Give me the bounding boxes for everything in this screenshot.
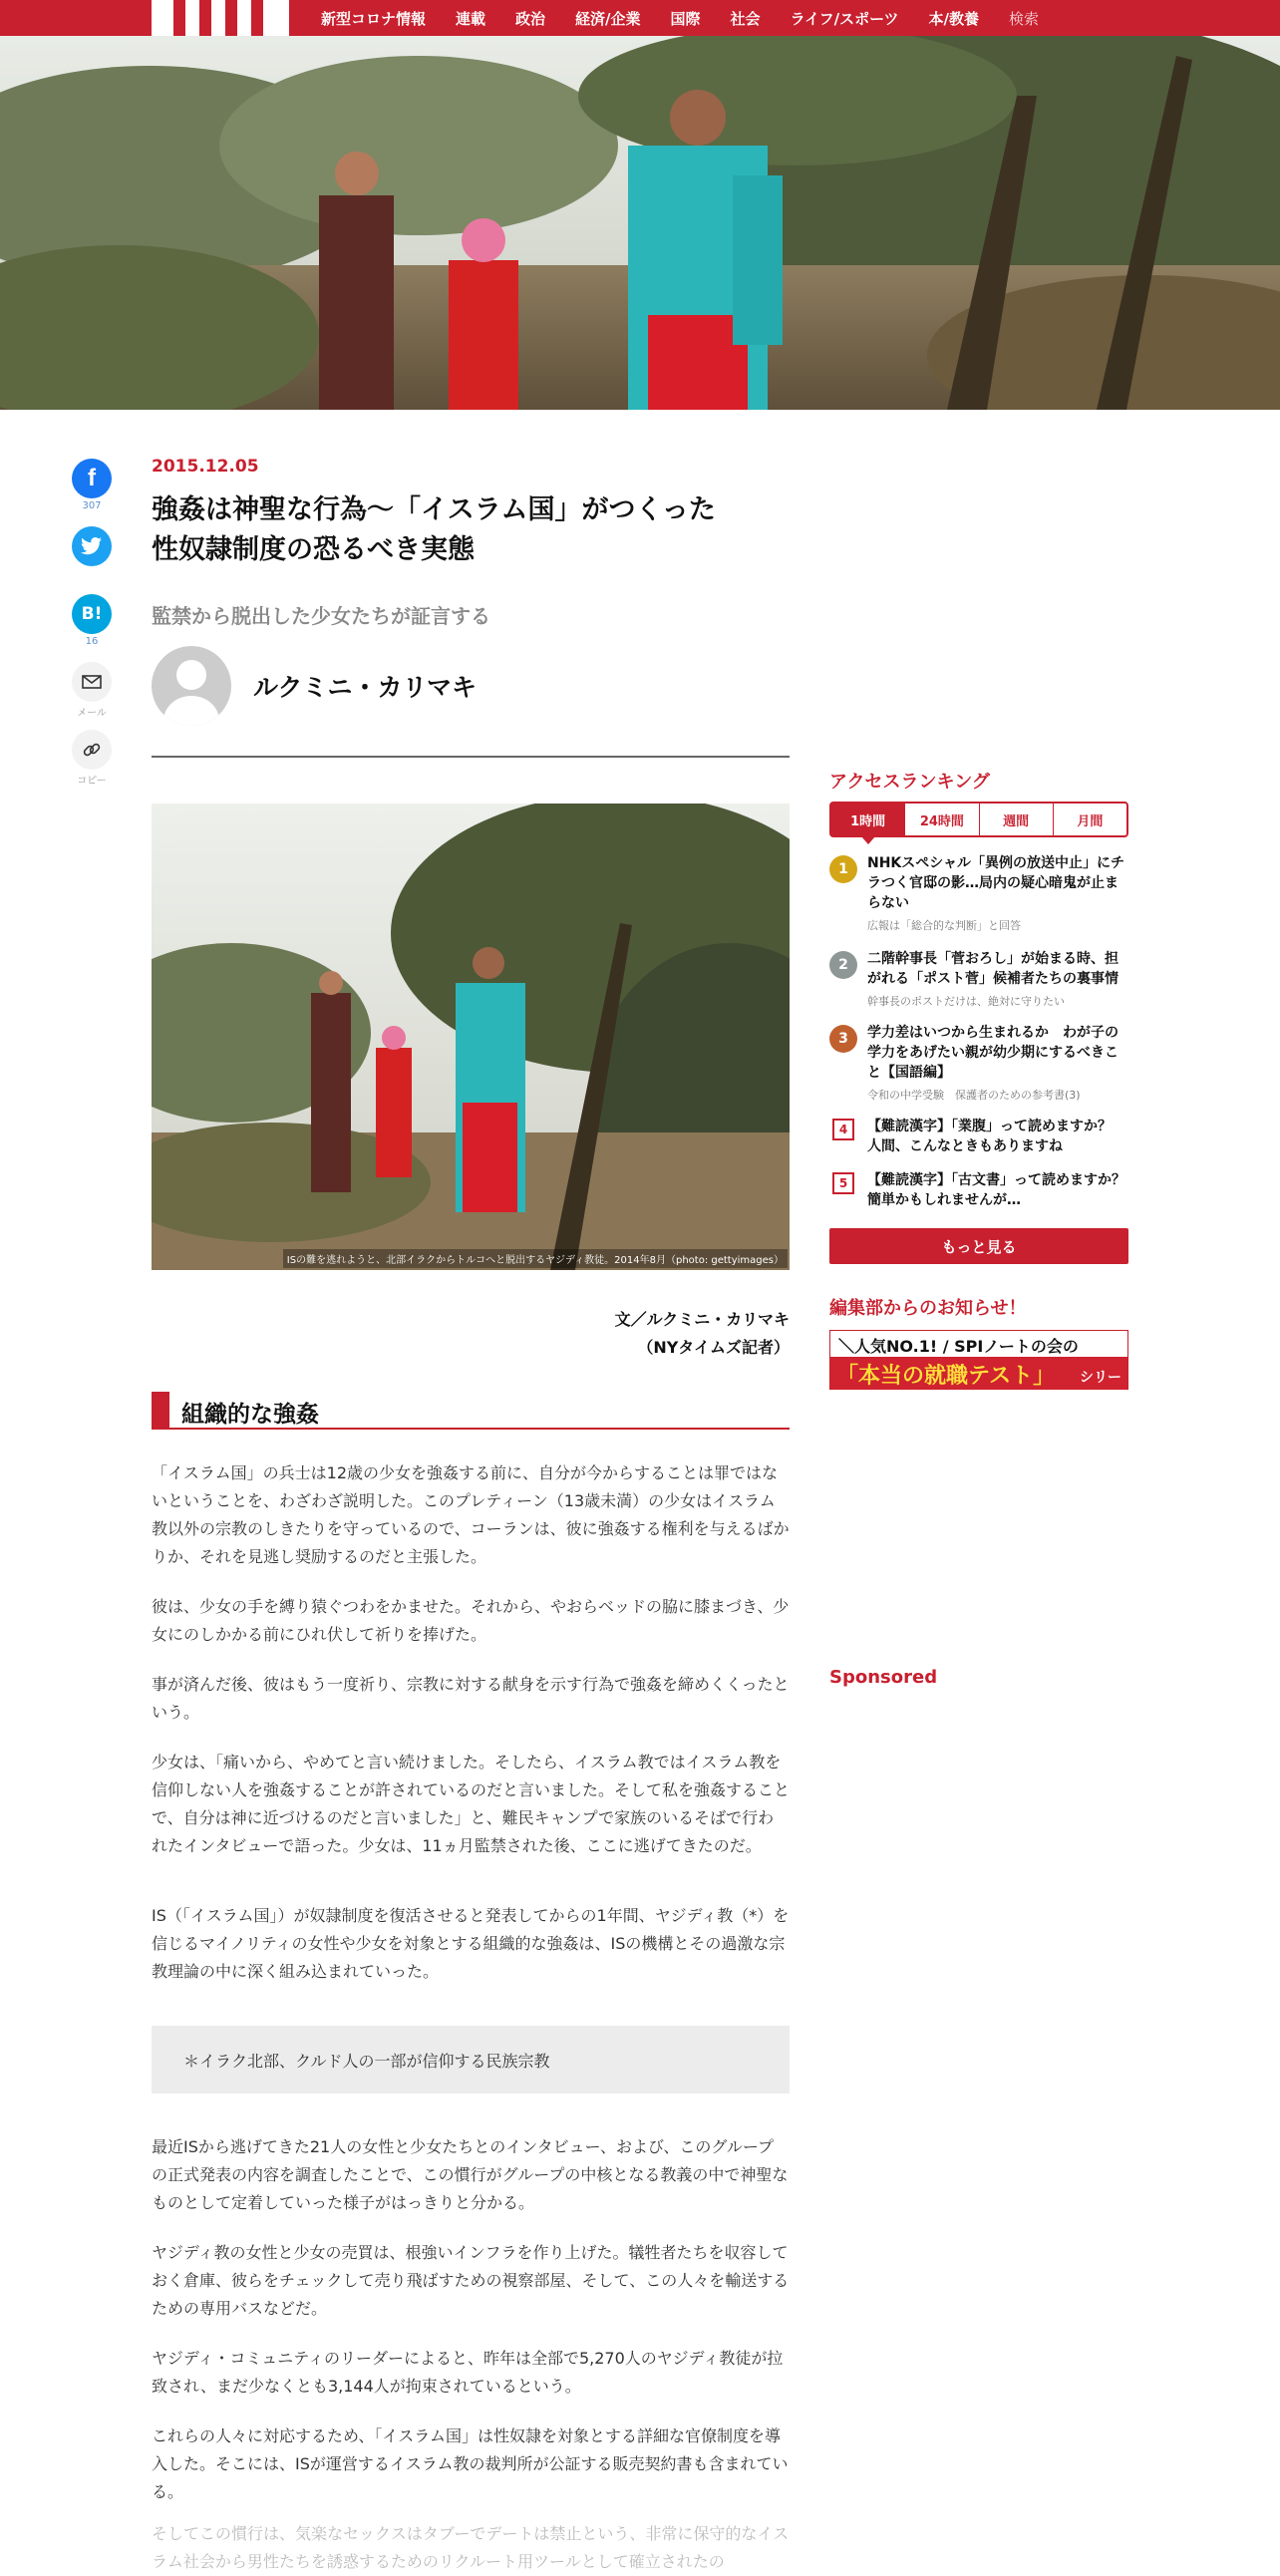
tab-monthly[interactable]: 月間 — [1053, 804, 1126, 835]
ranking-item-title[interactable]: 【難読漢字】「古文書」って読めますか？ 簡単かもしれませんが… — [867, 1172, 1125, 1208]
banner-line-2: 「本当の就職テスト」 — [836, 1364, 1056, 1389]
banner-red-strip — [830, 1357, 1127, 1406]
share-rail — [70, 459, 114, 798]
footnote-box: ＊イラク北部、クルド人の一部が信仰する民族宗教 — [152, 2026, 790, 2093]
ranking-item-subtitle: 広報は「総合的な判断」と回答 — [867, 919, 1021, 932]
nav-menu — [321, 0, 1069, 36]
nav-item-books[interactable]: 本/教養 — [928, 9, 980, 28]
facebook-icon: f — [88, 465, 96, 491]
banner-line-1: ＼人気NO.1! / SPIノートの会の — [838, 1337, 1079, 1356]
paragraph: これらの人々に対応するため、「イスラム国」は性奴隷を対象とする詳細な官僚制度を導入した。そこには、ISが運営するイスラム教の裁判所が公証する販売契約書も含まれている。 — [152, 2426, 789, 2501]
top-nav — [0, 0, 1280, 36]
facebook-share-button[interactable] — [72, 459, 112, 498]
paragraph: ヤジディ教の女性と少女の売買は、根強いインフラを作り上げた。犠牲者たちを収容しておく倉庫、彼らをチェックして売り飛ばすための視察部屋、そして、この人々を輸送するための専用バスなどだ。 — [152, 2243, 790, 2318]
tab-1hour[interactable]: 1時間 — [831, 804, 904, 835]
article-title — [152, 490, 790, 570]
nav-item-life-sports[interactable]: ライフ/スポーツ — [790, 9, 899, 28]
section-heading — [152, 1392, 790, 1430]
article-date: 2015.12.05 — [152, 457, 259, 477]
ranking-item[interactable] — [829, 1023, 1128, 1103]
ranking-title: アクセスランキング — [829, 772, 990, 793]
mail-share-button[interactable] — [72, 662, 112, 702]
article-title-line-1: 強姦は神聖な行為〜「イスラム国」がつくった — [152, 494, 716, 525]
hatena-bookmark-icon: B! — [81, 604, 103, 624]
tab-weekly[interactable]: 週間 — [979, 804, 1053, 835]
ranking-item-subtitle: 令和の中学受験 保護者のための参考書(3) — [867, 1089, 1081, 1102]
ranking-item-title[interactable]: 【難読漢字】「業腹」って読めますか？ 人間、こんなときもありますね — [867, 1119, 1125, 1154]
ranking-item[interactable] — [829, 1117, 1128, 1156]
paragraph: 「イスラム国」の兵士は12歳の少女を強姦する前に、自分が今からすることは罪ではないということを、わざわざ説明した。このプレティーン（13歳未満）の少女はイスラム教以外の宗教のしきたりを守っているので、コーランは、彼に強姦する権利を与えるばかりか、それを見逃し奨励するのだと主張した。 — [152, 1463, 790, 1566]
rank-badge: 4 — [832, 1119, 854, 1140]
article-photo — [152, 804, 790, 1270]
notice-title: 編集部からのお知らせ！ — [829, 1298, 1027, 1319]
twitter-share-button[interactable] — [72, 526, 112, 566]
ranking-tabs — [829, 802, 1128, 837]
copy-link-label: コピー — [77, 776, 107, 787]
nav-item-society[interactable]: 社会 — [730, 9, 761, 28]
twitter-share-count — [70, 568, 114, 582]
copy-link-button[interactable] — [72, 730, 112, 770]
section-heading-bar — [152, 1392, 169, 1428]
ranking-item-title[interactable]: 学力差はいつから生まれるか わが子の学力をあげたい親が幼少期にするべきこと【国語編】 — [867, 1025, 1119, 1081]
mail-share-label: メール — [77, 708, 107, 719]
twitter-icon — [81, 537, 103, 555]
paragraph: 最近ISから逃げてきた21人の女性と少女たちとのインタビュー、および、このグループの正式発表の内容を調査したことで、この慣行がグループの中核となる教義の中で神聖なものとして定着していった様子がはっきりと分かる。 — [152, 2137, 789, 2212]
nav-item-series[interactable]: 連載 — [456, 9, 486, 28]
nav-item-international[interactable]: 国際 — [670, 9, 701, 28]
paragraph-faded: そしてこの慣行は、気楽なセックスはタブーでデートは禁止という、非常に保守的なイスラム社会から男性たちを誘惑するためのリクルート用ツールとして確立されたの — [152, 2524, 790, 2571]
ranking-item[interactable] — [829, 853, 1128, 933]
article-title-line-2: 性奴隷制度の恐るべき実態 — [152, 534, 475, 565]
paragraph: ヤジディ・コミュニティのリーダーによると、昨年は全部で5,270人のヤジディ教徒が拉致され、まだ少なくとも3,144人が拘束されているという。 — [152, 2349, 784, 2396]
ranking-item[interactable] — [829, 949, 1128, 1009]
mail-icon — [82, 675, 102, 689]
hatena-share-button[interactable] — [72, 594, 112, 634]
author-block[interactable] — [152, 646, 477, 726]
rank-badge: 5 — [832, 1172, 854, 1194]
byline-author: 文／ルクミニ・カリマキ — [614, 1310, 790, 1329]
byline — [615, 1306, 790, 1362]
sponsored-label: Sponsored — [829, 1667, 938, 1688]
section-heading-text: 組織的な強姦 — [181, 1402, 319, 1428]
hero-image — [0, 36, 1280, 410]
header-divider — [152, 756, 790, 758]
ranking-item-subtitle: 幹事長のポストだけは、絶対に守りたい — [867, 995, 1065, 1008]
link-icon — [82, 740, 102, 760]
more-button[interactable]: もっと見る — [829, 1228, 1128, 1264]
facebook-share-count: 307 — [82, 500, 102, 511]
banner-line-3: シリーズ — [1080, 1370, 1121, 1406]
author-name[interactable]: ルクミニ・カリマキ — [253, 673, 478, 702]
author-avatar[interactable] — [152, 646, 231, 726]
paragraph: 彼は、少女の手を縛り猿ぐつわをかませた。それから、やおらベッドの脇に膝まづき、少女にのしかかる前にひれ伏して祈りを捧げた。 — [152, 1597, 790, 1644]
rank-badge: 3 — [829, 1025, 857, 1053]
site-logo[interactable] — [152, 0, 289, 36]
ranking-item-title[interactable]: NHKスペシャル「異例の放送中止」にチラつく官邸の影…局内の疑心暗鬼が止まらない — [867, 855, 1125, 911]
hatena-share-count: 16 — [85, 636, 99, 647]
rank-badge: 2 — [829, 951, 857, 979]
ranking-item[interactable] — [829, 1170, 1128, 1210]
article-subtitle: 監禁から脱出した少女たちが証言する — [152, 604, 490, 628]
nav-search[interactable]: 検索 — [1009, 9, 1040, 28]
byline-affiliation: （NYタイムズ記者） — [637, 1338, 790, 1357]
spi-banner[interactable] — [829, 1330, 1128, 1406]
rank-badge: 1 — [829, 855, 857, 883]
paragraph: 少女は、「痛いから、やめてと言い続けました。そしたら、イスラム教ではイスラム教を信仰しない人を強姦することが許されているのだと言いました。そして私を強姦することで、自分は神に近づけるのだと言いました」と、難民キャンプで家族のいるそばで行われたインタビューで語った。少女は、11ヵ月監禁された後、ここに逃げてきたのだ。 — [152, 1753, 791, 1855]
nav-item-politics[interactable]: 政治 — [515, 9, 546, 28]
tab-24hours[interactable]: 24時間 — [904, 804, 978, 835]
nav-item-economy[interactable]: 経済/企業 — [575, 9, 641, 28]
nav-item-corona[interactable]: 新型コロナ情報 — [321, 9, 427, 28]
photo-caption: ISの難を逃れようと、北部イラクからトルコへと脱出するヤジディ教徒。2014年8月（photo: gettyimages） — [283, 1249, 788, 1268]
ranking-item-title[interactable]: 二階幹事長「菅おろし」が始まる時、担がれる「ポスト菅」候補者たちの裏事情 — [867, 951, 1119, 987]
paragraph: 事が済んだ後、彼はもう一度祈り、宗教に対する献身を示す行為で強姦を締めくくったという。 — [152, 1675, 790, 1722]
paragraph: IS（「イスラム国」）が奴隷制度を復活させると発表してからの1年間、ヤジディ教（*）を信じるマイノリティの女性や少女を対象とする組織的な強姦は、ISの機構とその過激な宗教理論の中に深く組み込まれていった。 — [152, 1906, 790, 1981]
